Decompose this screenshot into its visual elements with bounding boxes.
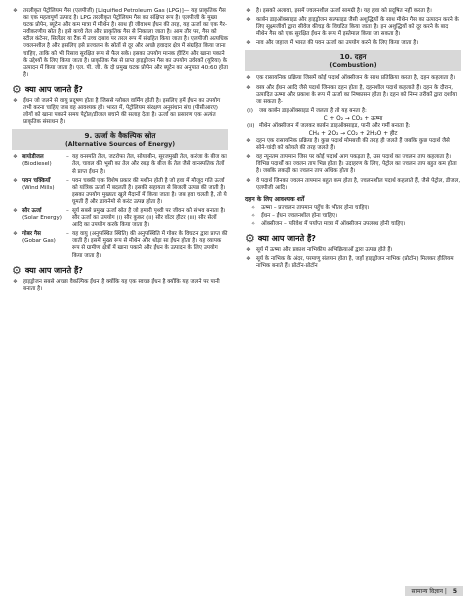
reaction-item: (i) जब कार्बन डाइऑक्साइड में जलता है तो यह बनता है: xyxy=(247,107,367,114)
did-you-know-item: ❖ सूर्य के नाभिक के अंदर, परमाणु संलयन होता है, जहाँ हाइड्रोजन नाभिक (प्रोटॉन) मिलकर हीलियम नाभिक बनाते हैं। प्रोटॉन-प्रोटॉन xyxy=(245,256,461,270)
list-item: ❖ वह न्यूनतम तापमान जिस पर कोई पदार्थ आग पकड़ता है, उस पदार्थ का ज्वलन ताप कहलाता है। विभिन्न पदार्थों का ज्वलन ताप भिन्न होता है। उदाहरण के लिए, पेट्रोल का ज्वलन ताप बहुत कम होता है। जबकि लकड़ी का ज्वलन ताप अधिक होता है। xyxy=(245,154,461,175)
reaction-item: (ii) मीथेन ऑक्सीजन में जलकर कार्बन डाइऑक्साइड, पानी और गर्मी बनाता है: xyxy=(247,122,411,129)
source-description: सूर्य सबसे प्रमुख ऊर्जा स्रोत है जो हमारी पृथ्वी पर जीवन को संभव बनाता है। सौर ऊर्जा का उपयोग (i) सौर कुकर (ii) सौर वॉटर हीटर (iii) सौर सेलों आदि का उपयोग करके किया जाता है। xyxy=(72,207,226,229)
source-description: यह वनस्पति तेल, जटरोफा तेल, सोयाबीन, सूरजमुखी तेल, करंजा के बीज का तेल, चावल की भूसी का तेल और रबड़ के बीज के तेल जैसे वानस्पतिक तेलों से प्राप्त ईंधन है। xyxy=(72,154,227,175)
source-name: ❖ पवन चक्कियाँ (Wind Mills) xyxy=(12,178,66,206)
did-you-know-item: ❖ ईंधन जो जलने से वायु प्रदूषण होता है जिससे ग्लोबल वार्मिंग होती है। इसलिए हमें ईंधन का उपयोग तभी करना चाहिए जब वह आवश्यक हो। भारत में, पेट्रोलियम संरक्षण अनुसंधान संघ (पीसीआरए) लोगों को खाना पकाने समय पेट्रोल/डीजल बचाने की सलाह देता है। ऊर्जा का प्रसारण एक अत्यंत प्राकृतिक संसाधन है। xyxy=(12,98,228,126)
did-you-know-title: क्या आप जानते हैं? xyxy=(257,233,316,243)
source-name: ❖ बायोडीजल (Biodiesel) xyxy=(12,154,66,175)
conditions-heading: दहन के लिए आवश्यक शर्तें xyxy=(245,195,305,203)
condition-item: ✧ ऊष्मा – प्रज्वलन तापमान पहुँच के भीतर होना चाहिए। xyxy=(245,205,461,212)
section-heading-combustion xyxy=(245,50,461,71)
list-item: ❖ नाव और जहाज में भारत की पवन ऊर्जा का उपयोग करने के लिए किया जाता है। xyxy=(245,40,461,47)
brain-icon: ⚙ xyxy=(12,263,22,277)
did-you-know-heading xyxy=(12,265,228,276)
did-you-know-heading xyxy=(245,233,461,244)
source-name: ❖ गोबर गैस (Gobar Gas) xyxy=(12,231,66,259)
condition-item: ✧ ईंधन – ईंधन ज्वलनशील होना चाहिए। xyxy=(245,213,461,220)
source-description: पवन चक्की एक विशेष प्रकार की मशीन होती है जो हवा में मौजूद गति ऊर्जा को यांत्रिक ऊर्जा में बदलती है। इसकी सहायता से बिजली उत्पन्न की जाती है। इसका उपयोग मुख्यतः खुले मैदानों में किया जाता है। जब हवा चलती है, तो ये घूमती हैं और डायनेमो से करंट उत्पन्न होता है। xyxy=(72,177,227,205)
source-name: ❖ सौर ऊर्जा (Solar Energy) xyxy=(12,208,66,229)
list-item: ❖ कार्बन डाइऑक्साइड और हाइड्रोजन सल्फाइड जैसी अशुद्धियों के साथ मीथेन गैस का उत्पादन करने के लिए सूक्ष्मजीवों द्वारा सीवेज कीचड़ के विघटित किया जाता है। इन अशुद्धियों को दूर करने के बाद मीथेन गैस को एक सुरक्षित ईंधन के रूप में इस्तेमाल किया जा सकता है। xyxy=(245,17,461,38)
list-item: ❖ एक रासायनिक प्रक्रिया जिसमें कोई पदार्थ ऑक्सीजन के साथ प्रतिक्रिया करता है, दहन कहलाता है। xyxy=(245,75,461,82)
right-column xyxy=(245,8,461,272)
brain-icon: ⚙ xyxy=(12,82,22,96)
chemical-formula: CH₄ + 2O₂ → CO₂ + 2H₂O + हीट xyxy=(308,131,398,138)
list-item: ❖ दहन एक रासायनिक प्रक्रिया है। कुछ पदार्थ मोमबत्ती की तरह ही जलते हैं जबकि कुछ पदार्थ जैसे सोने-चांदी को कोयले की तरह जलते हैं। xyxy=(245,138,461,152)
brain-icon: ⚙ xyxy=(245,231,255,245)
source-gobar-gas: ❖ गोबर गैस (Gobar Gas) – यह वायु (अनुपस्थित स्थिति) की अनुपस्थिति में गोबर के विघटन द्वारा प्राप्त की जाती है। इसमें मुख्य रूप से मीथेन और थोड़ा सा ईंधन होता है। यह व्यापक रूप से ग्रामीण क्षेत्रों में खाना पकाने और ईंधन के उत्पादन के लिए उपयोग किया जाता है। xyxy=(12,231,228,259)
source-biodiesel: ❖ बायोडीजल (Biodiesel) – यह वनस्पति तेल, जटरोफा तेल, सोयाबीन, सूरजमुखी तेल, करंजा के बीज का तेल, चावल की भूसी का तेल और रबड़ के बीज के तेल जैसे वानस्पतिक तेलों से प्राप्त ईंधन है। xyxy=(12,154,228,175)
chemical-formula: C + O₂ → CO₂ + ऊष्मा xyxy=(323,115,383,122)
did-you-know-item: ❖ सूर्य में ऊष्मा और प्रकाश नाभिकीय अभिक्रियाओं द्वारा उत्पन्न होते हैं। xyxy=(245,247,461,254)
page-number: 5 xyxy=(452,588,457,595)
section-title: 10. दहन xyxy=(339,52,367,62)
condition-item: ✧ ऑक्सीजन – परिवेश में पर्याप्त मात्रा में ऑक्सीजन उपलब्ध होनी चाहिए। xyxy=(245,221,461,228)
left-column xyxy=(12,8,228,295)
did-you-know-title: क्या आप जानते हैं? xyxy=(24,265,83,275)
page-footer: सामान्य विज्ञान | 5 xyxy=(405,586,463,596)
source-wind-mills: ❖ पवन चक्कियाँ (Wind Mills) – पवन चक्की एक विशेष प्रकार की मशीन होती है जो हवा में मौजूद गति ऊर्जा को यांत्रिक ऊर्जा में बदलती है। इसकी सहायता से बिजली उत्पन्न की जाती है। इसका उपयोग मुख्यतः खुले मैदानों में किया जाता है। जब हवा चलती है, तो ये घूमती हैं और डायनेमो से करंट उत्पन्न होता है। xyxy=(12,178,228,206)
lpg-paragraph: ❖ तरलीकृत पेट्रोलियम गैस (एलपीजी) [Liquified Petroleum Gas (LPG)]— यह प्राकृतिक गैस का एक महत्वपूर्ण उत्पाद है। LPG तरलीकृत पेट्रोलियम गैस का संक्षिप्त रूप है। एलपीजी के मुख्य घटक प्रोपेन, ब्यूटेन और कम मात्रा में मीथेन है। साथ ही जीवाश्म ईंधन की तरह, यह ऊर्जा का एक गैर-नवीकरणीय स्रोत है। इसे कच्चे तेल और प्राकृतिक गैस से निकाला जाता है। आम तौर पर, गैस को स्टील कंटेनर, सिलेंडर या टैंक में उच्च दबाव पर तरल रूप में संग्रहित किया जाता है। एलपीजी अत्यधिक ज्वलनशील है और इसलिए इसे प्रज्वलन के स्रोतों से दूर और अच्छे हवादार क्षेत्र में संग्रहित किया जाना चाहिए, ताकि को भी रिसाव सुरक्षित रूप से फैल सके। इसका उपयोग मानक हीटिंग और खाना पकाने के उद्देश्यों के लिए किया जाता है। प्राकृतिक गैस से प्राप्त हाइड्रोजन गैस का उपयोग उर्वरकों (यूरिया) के उत्पादन में किया जाता है। एल. पी. जी. के दो प्रमुख घटक प्रोपेन और ब्यूटेन का अनुपात 40:60 होता है। xyxy=(12,8,228,79)
section-subtitle: (Combustion) xyxy=(329,62,377,70)
did-you-know-title: क्या आप जानते हैं? xyxy=(24,84,83,94)
section-title: 9. ऊर्जा के वैकल्पिक स्रोत xyxy=(84,131,156,141)
source-description: यह वायु (अनुपस्थित स्थिति) की अनुपस्थिति में गोबर के विघटन द्वारा प्राप्त की जाती है। इसमें मुख्य रूप से मीथेन और थोड़ा सा ईंधन होता है। यह व्यापक रूप से ग्रामीण क्षेत्रों में खाना पकाने और ईंधन के उत्पादन के लिए उपयोग किया जाता है। xyxy=(72,231,228,259)
section-subtitle: (Alternative Sources of Energy) xyxy=(64,141,176,149)
list-item: ❖ वस्त्र और ईंधन आदि जैसे पदार्थ जिनका दहन होता है, दहनशील पदार्थ कहलाते हैं। दहन के दौरान, उत्पादित ऊष्मा और प्रकाश के रूप में ऊर्जा का निष्कासन होता है। दहन को निम्न तरीकों द्वारा दर्शाया जा सकता है- xyxy=(245,85,461,106)
source-solar-energy: ❖ सौर ऊर्जा (Solar Energy) – सूर्य सबसे प्रमुख ऊर्जा स्रोत है जो हमारी पृथ्वी पर जीवन को संभव बनाता है। सौर ऊर्जा का उपयोग (i) सौर कुकर (ii) सौर वॉटर हीटर (iii) सौर सेलों आदि का उपयोग करके किया जाता है। xyxy=(12,208,228,229)
list-item: ❖ वे पदार्थ जिनका ज्वलन तापमान बहुत कम होता है, ज्वलनशील पदार्थ कहलाते हैं, जैसे पेट्रोल, डीजल, एलपीजी आदि। xyxy=(245,178,461,192)
did-you-know-item: ❖ हाइड्रोजन सबसे अच्छा वैकल्पिक ईंधन है क्योंकि यह एक स्वच्छ ईंधन है क्योंकि यह जलने पर पानी बनाता है। xyxy=(12,279,228,293)
footer-label: सामान्य विज्ञान xyxy=(411,588,443,595)
section-heading-alternative-energy xyxy=(12,129,228,150)
did-you-know-heading xyxy=(12,84,228,95)
list-item: ❖ है। इसको अलावा, इसमें ज्वलनशील ऊर्जा सामग्री है। यह हवा को प्रदूषित नहीं करता है। xyxy=(245,8,461,15)
